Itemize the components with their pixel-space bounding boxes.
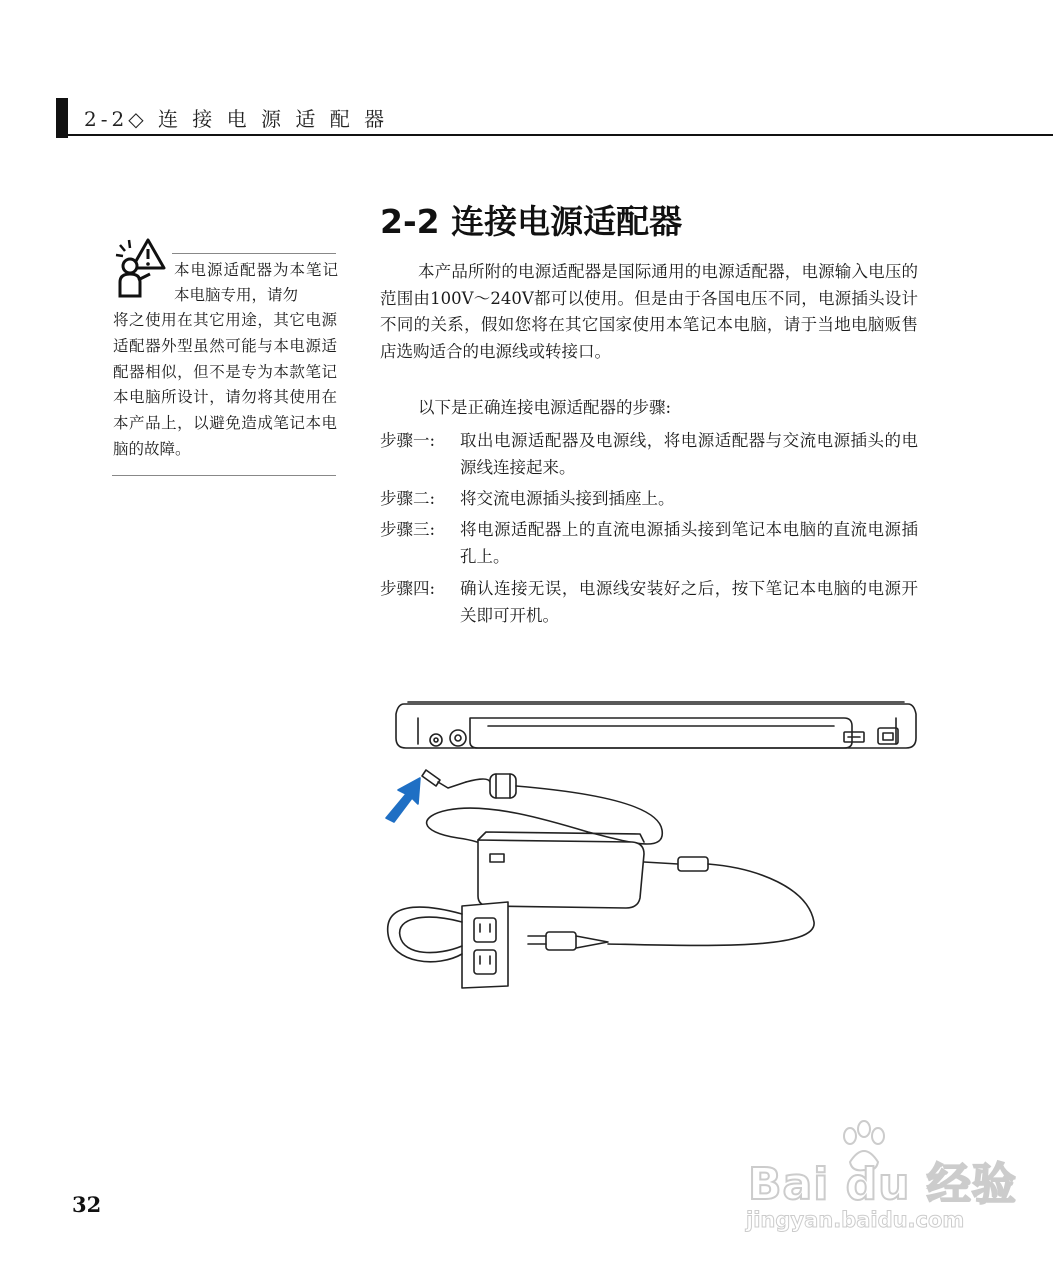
step-label: 步骤四: (380, 579, 436, 598)
running-header: 2-2◇ 连 接 电 源 适 配 器 (84, 107, 389, 131)
note-text-first: 本电源适配器为本笔记本电脑专用，请勿 (174, 261, 338, 304)
header-marker (56, 98, 68, 138)
baidu-watermark (742, 1118, 1017, 1238)
watermark-url: jingyan.baidu.com (746, 1208, 965, 1232)
watermark-brand: Bai du 经验 (748, 1159, 1017, 1210)
step-3 (380, 517, 918, 570)
step-text: 将交流电源插头接到插座上。 (460, 489, 675, 508)
step-4 (380, 576, 918, 629)
step-text: 取出电源适配器及电源线，将电源适配器与交流电源插头的电源线连接起来。 (460, 431, 918, 477)
step-label: 步骤三: (380, 520, 436, 539)
intro-paragraph: 本产品所附的电源适配器是国际通用的电源适配器，电源输入电压的范围由100V～240V都可以使用。但是由于各国电压不同，电源插头设计不同的关系，假如您将在其它国家使用本笔记本电脑，请于当地电脑贩售店选购适合的电源线或转接口。 (380, 262, 918, 361)
step-label: 步骤一: (380, 431, 436, 450)
laptop-power-adapter-illustration (378, 692, 926, 992)
step-2 (380, 486, 918, 513)
page-number: 32 (72, 1192, 102, 1217)
step-text: 将电源适配器上的直流电源插头接到笔记本电脑的直流电源插孔上。 (460, 520, 918, 566)
step-text: 确认连接无误，电源线安装好之后，按下笔记本电脑的电源开关即可开机。 (460, 579, 918, 625)
note-rule-top (172, 253, 336, 254)
note-text: 将之使用在其它用途，其它电源适配器外型虽然可能与本电源适配器相似，但不是专为本款笔记本电脑所设计，请勿将其使用在本产品上，以避免造成笔记本电脑的故障。 (113, 311, 337, 458)
section-title: 2-2 连接电源适配器 (380, 202, 683, 241)
warning-person-icon (112, 236, 170, 298)
step-1 (380, 428, 918, 481)
step-label: 步骤二: (380, 489, 436, 508)
steps-intro: 以下是正确连接电源适配器的步骤: (418, 398, 672, 417)
header-rule (68, 134, 1053, 136)
note-rule-bottom (112, 475, 336, 476)
